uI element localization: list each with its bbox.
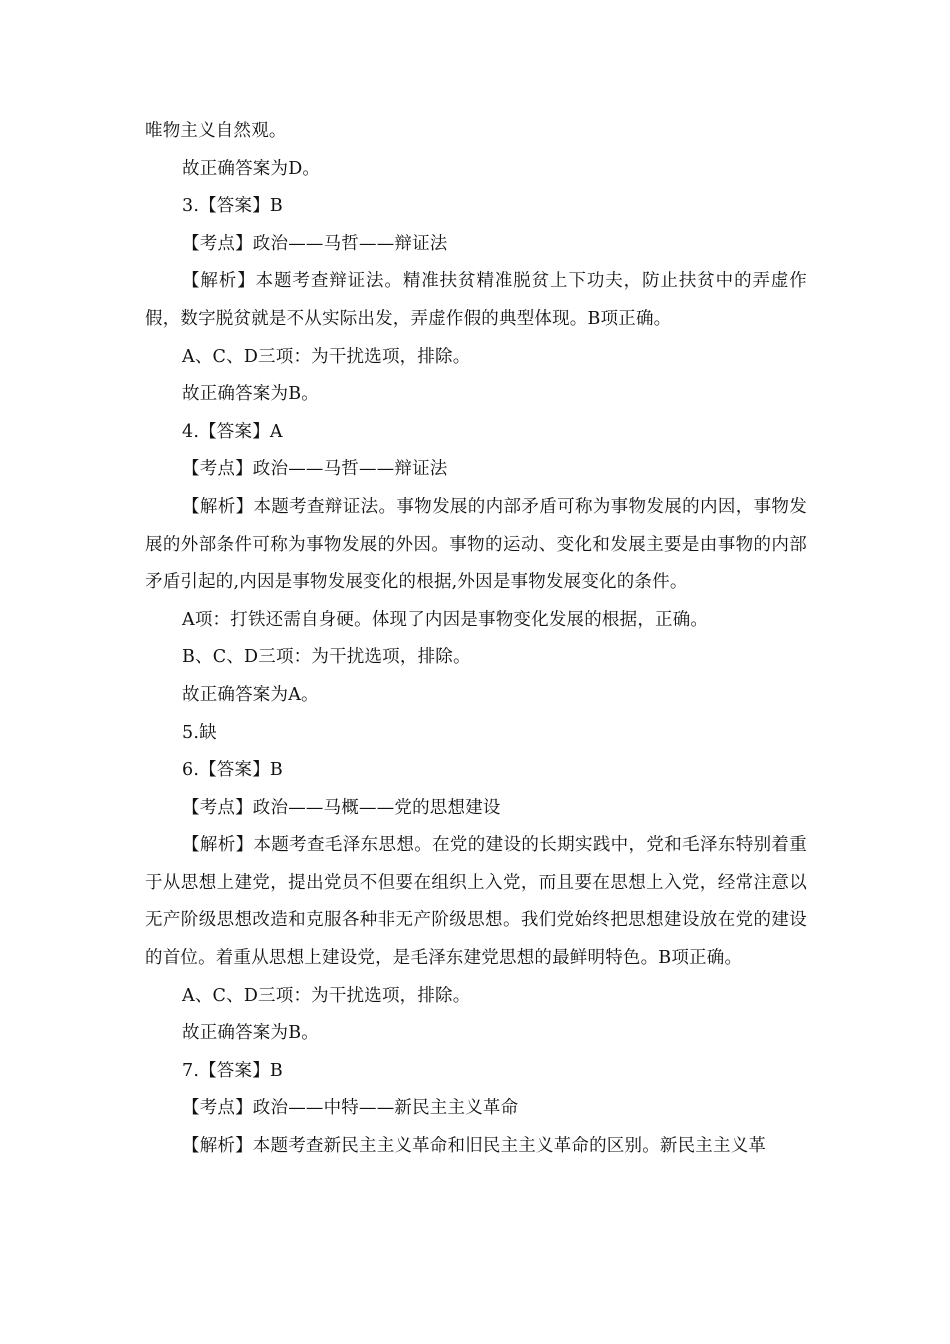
paragraph: 故正确答案为A。 — [182, 684, 319, 705]
topic-line: 【考点】政治——马概——党的思想建设 — [182, 797, 501, 818]
paragraph: 故正确答案为B。 — [182, 1023, 319, 1044]
paragraph: A、C、D三项：为干扰选项，排除。 — [182, 346, 471, 367]
topic-line: 【考点】政治——中特——新民主主义革命 — [182, 1098, 519, 1119]
answer-heading: 3.【答案】B — [182, 196, 283, 217]
answer-heading: 5.缺 — [182, 722, 217, 743]
document-body — [145, 113, 807, 1166]
analysis-paragraph: 【解析】本题考查毛泽东思想。在党的建设的长期实践中，党和毛泽东特别着重于从思想上建党，提出党员不但要在组织上入党，而且要在思想上入党，经常注意以无产阶级思想改造和克服各种非无产阶级思想。我们党始终把思想建设放在党的建设的首位。着重从思想上建设党，是毛泽东建党思想的最鲜明特色。B项正确。 — [145, 835, 807, 969]
analysis-paragraph: 【解析】本题考查辩证法。事物发展的内部矛盾可称为事物发展的内因，事物发展的外部条件可称为事物发展的外因。事物的运动、变化和发展主要是由事物的内部矛盾引起的,内因是事物发展变化的根据,外因是事物发展变化的条件。 — [145, 496, 807, 593]
paragraph: 故正确答案为D。 — [182, 158, 321, 179]
topic-line: 【考点】政治——马哲——辩证法 — [182, 233, 448, 254]
analysis-paragraph: 【解析】本题考查辩证法。精准扶贫精准脱贫上下功夫，防止扶贫中的弄虚作假，数字脱贫就是不从实际出发，弄虚作假的典型体现。B项正确。 — [145, 271, 807, 329]
paragraph: A、C、D三项：为干扰选项，排除。 — [182, 985, 471, 1006]
answer-heading: 6.【答案】B — [182, 760, 283, 781]
answer-heading: 7.【答案】B — [182, 1060, 283, 1081]
paragraph: 故正确答案为B。 — [182, 384, 319, 405]
paragraph: 唯物主义自然观。 — [145, 121, 287, 141]
paragraph: B、C、D三项：为干扰选项，排除。 — [182, 647, 471, 668]
paragraph: A项：打铁还需自身硬。体现了内因是事物变化发展的根据，正确。 — [182, 609, 709, 630]
analysis-paragraph: 【解析】本题考查新民主主义革命和旧民主主义革命的区别。新民主主义革 — [182, 1136, 767, 1157]
topic-line: 【考点】政治——马哲——辩证法 — [182, 459, 448, 480]
answer-heading: 4.【答案】A — [182, 421, 283, 442]
